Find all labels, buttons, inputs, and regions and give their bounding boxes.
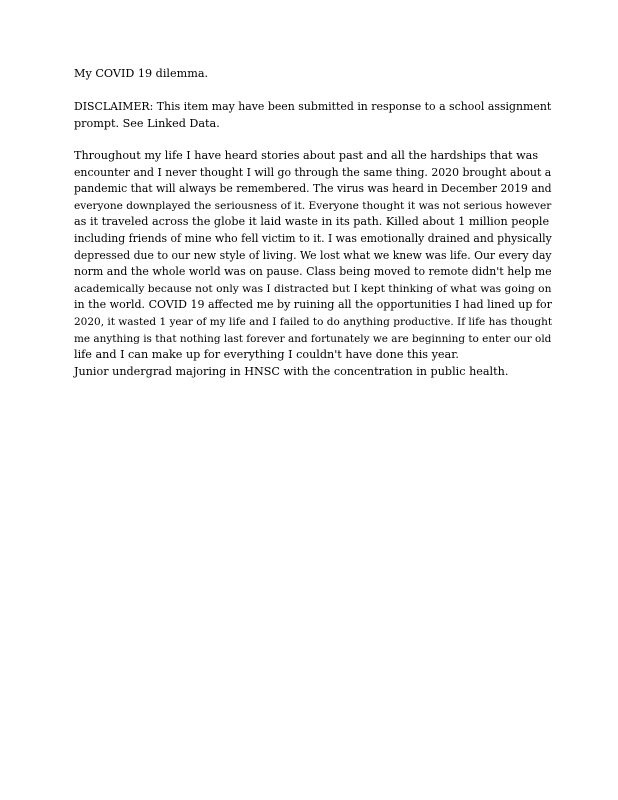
disclaimer-paragraph <box>74 99 554 132</box>
essay-line: 2020, it wasted 1 year of my life and I failed to do anything productive. If life has thought <box>74 315 553 328</box>
disclaimer-line: prompt. See Linked Data. <box>74 116 220 130</box>
essay-line: including friends of mine who fell victim to it. I was emotionally drained and physically <box>74 231 552 245</box>
title-line: My COVID 19 dilemma. <box>74 67 209 80</box>
essay-line: depressed due to our new style of living. We lost what we knew was life. Our every day <box>74 248 552 262</box>
essay-line: me anything is that nothing last forever and fortunately we are beginning to enter our old <box>74 332 552 345</box>
essay-line: norm and the whole world was on pause. Class being moved to remote didn't help me <box>74 265 552 279</box>
author-note-line: Junior undergrad majoring in HNSC with the concentration in public health. <box>74 364 509 378</box>
essay-line: everyone downplayed the seriousness of it. Everyone thought it was not serious however <box>74 199 552 212</box>
document-title <box>74 66 554 83</box>
essay-line: as it traveled across the globe it laid waste in its path. Killed about 1 million people <box>74 215 550 229</box>
essay-line: pandemic that will always be remembered. The virus was heard in December 2019 and <box>74 182 552 196</box>
disclaimer-line: DISCLAIMER: This item may have been submitted in response to a school assignment <box>74 100 552 113</box>
essay-line: in the world. COVID 19 affected me by ruining all the opportunities I had lined up for <box>74 298 552 312</box>
essay-line: academically because not only was I distracted but I kept thinking of what was going on <box>74 281 552 295</box>
essay-line: Throughout my life I have heard stories about past and all the hardships that was <box>74 149 539 162</box>
essay-line: encounter and I never thought I will go through the same thing. 2020 brought about a <box>74 165 552 179</box>
essay-paragraph <box>74 148 554 380</box>
essay-line: life and I can make up for everything I couldn't have done this year. <box>74 348 459 362</box>
